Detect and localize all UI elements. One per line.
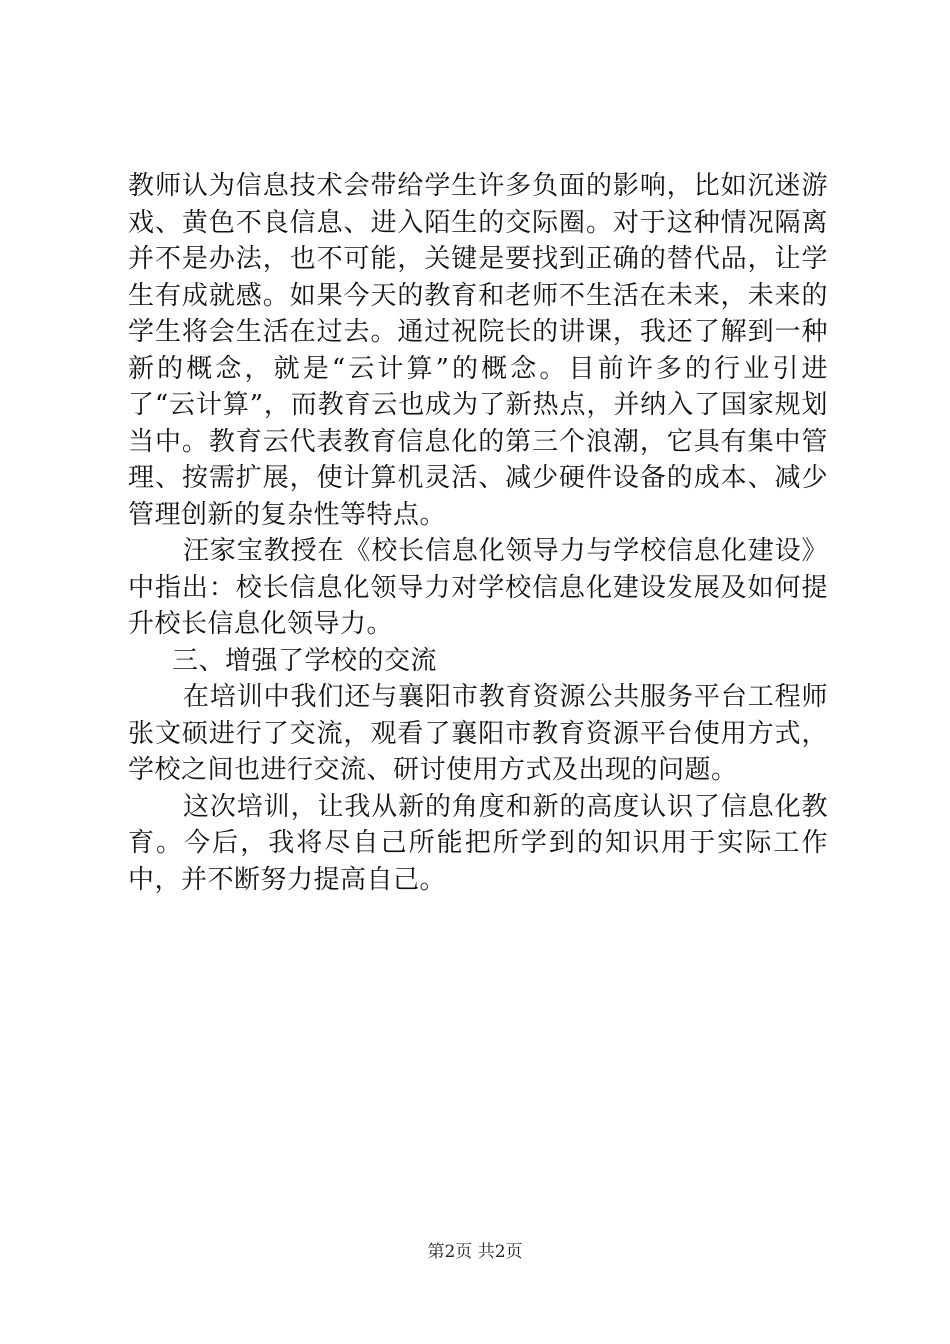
paragraph-principal-leadership: 汪家宝教授在《校长信息化领导力与学校信息化建设》中指出：校长信息化领导力对学校信息化建设发展及如何提升校长信息化领导力。	[128, 536, 828, 639]
page-number-footer: 第2页 共2页	[427, 1242, 523, 1262]
section-heading-school-exchange: 三、增强了学校的交流	[172, 645, 438, 676]
paragraph-conclusion: 这次培训，让我从新的角度和新的高度认识了信息化教育。今后，我将尽自己所能把所学到的知识用于实际工作中，并不断努力提高自己。	[128, 791, 828, 895]
paragraph-cloud-computing: 教师认为信息技术会带给学生许多负面的影响，比如沉迷游戏、黄色不良信息、进入陌生的交际圈。对于这种情况隔离并不是办法，也不可能，关键是要找到正确的替代品，让学生有成就感。如果今天的教育和老师不生活在未来，未来的学生将会生活在过去。通过祝院长的讲课，我还了解到一种新的概念，就是“云计算”的概念。目前许多的行业引进了“云计算”，而教育云也成为了新热点，并纳入了国家规划当中。教育云代表教育信息化的第三个浪潮，它具有集中管理、按需扩展，使计算机灵活、减少硬件设备的成本、减少管理创新的复杂性等特点。	[128, 171, 828, 530]
document-body	[128, 168, 828, 898]
paragraph-training-exchange: 在培训中我们还与襄阳市教育资源公共服务平台工程师张文硕进行了交流，观看了襄阳市教育资源平台使用方式，学校之间也进行交流、研讨使用方式及出现的问题。	[128, 682, 828, 785]
